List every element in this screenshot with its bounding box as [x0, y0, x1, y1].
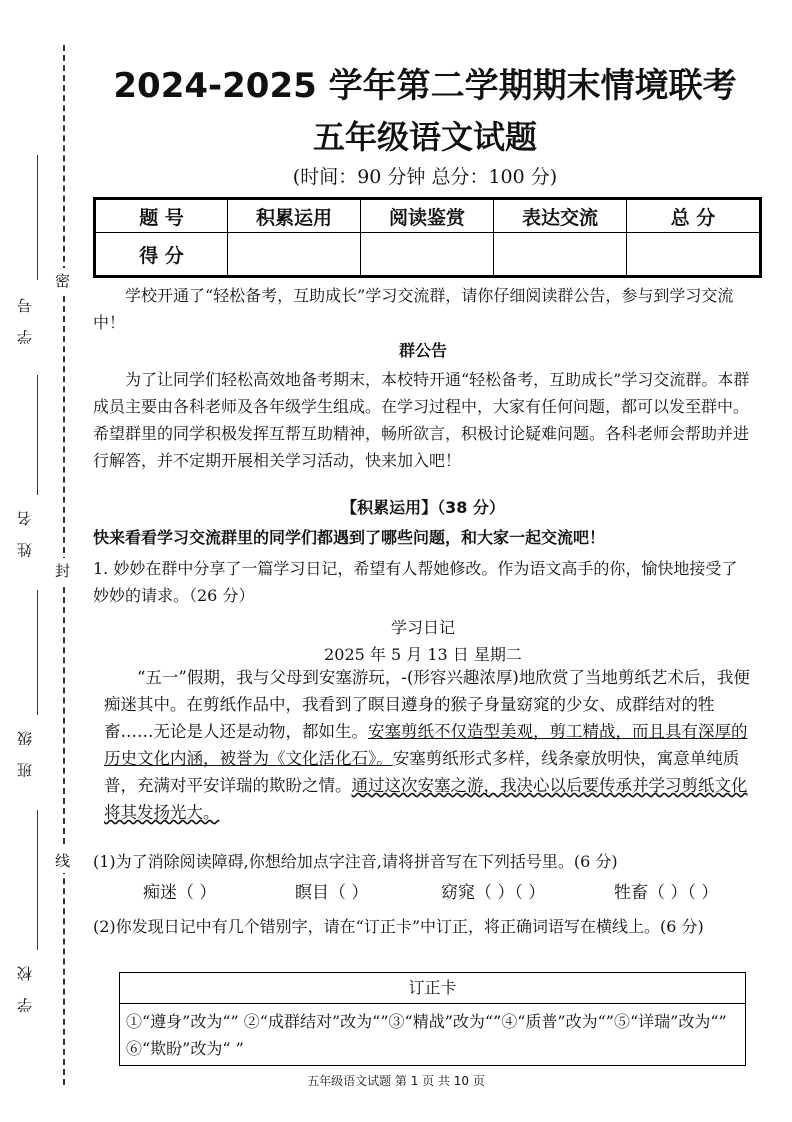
score-table-score-row: [95, 233, 761, 277]
student-id-label: 学 号: [16, 292, 34, 345]
pinyin-item[interactable]: 牲畜（ ）（ ）: [614, 883, 719, 903]
exam-meta: (时间：90 分钟 总分：100 分): [292, 166, 558, 188]
section-lead: 快来看看学习交流群里的同学们都遇到了哪些问题，和大家一起交流吧！: [93, 528, 606, 547]
notice-title: 群公告: [398, 341, 447, 360]
notice-body: 为了让同学们轻松高效地备考期末，本校特开通“轻松备考，互助成长”学习交流群。本群成员主要由各科老师及各年级学生组成。在学习过程中，大家有任何问题，都可以发至群中。希望群里的同学积极发挥互帮互助精神，畅所欲言，积极讨论疑难问题。各科老师会帮助并进行解答，并不定期开展相关学习活动，快来加入吧！: [93, 370, 750, 470]
diary-underlined-text: 安塞剪纸不仅造型美观，剪工精战，而且具有深厚的历史文化内涵，被誉为《文化活化石》。: [104, 722, 748, 768]
score-cell[interactable]: [361, 233, 494, 277]
seal-mark-xian: 线: [55, 848, 70, 873]
score-header-cell: 总 分: [626, 199, 760, 233]
diary-wavy-text: 通过这次安塞之游，我决心以后要传承并学习剪纸文化将其发扬光大。: [104, 776, 748, 822]
pinyin-item[interactable]: 瞑目（ ）: [295, 883, 369, 903]
exam-title: 2024-2025 学年第二学期期末情境联考: [113, 66, 737, 106]
question-1: 1. 妙妙在群中分享了一篇学习日记，希望有人帮她修改。作为语文高手的你，愉快地接受了妙妙的请求。（26 分）: [93, 559, 738, 605]
diary-date: 2025 年 5 月 13 日 星期二: [324, 645, 522, 664]
diary-text: “五一”假期，我与父母到安塞游玩，-(形容兴趣浓厚)地欣赏了当地剪纸艺术后，我便痴迷其中。在剪纸作品中，我看到了瞑目遵身的猴子身量窈窕的少女、成群结对的牲畜……无论是人还是动物，都如生。: [104, 668, 750, 741]
name-line: [37, 375, 38, 495]
section-title: 【积累运用】（38 分）: [341, 498, 505, 517]
exam-grade-title: 五年级语文试题: [312, 118, 537, 156]
school-line: [37, 810, 38, 950]
class-line: [37, 590, 38, 715]
seal-mark-feng: 封: [55, 558, 70, 583]
score-table: [93, 197, 762, 278]
sub-question-2: (2)你发现日记中有几个错别字，请在“订正卡”中订正，将正确词语写在横线上。(6 分): [93, 917, 704, 936]
score-cell[interactable]: [493, 233, 626, 277]
student-id-line: [37, 155, 38, 280]
pinyin-item[interactable]: 痴迷（ ）: [143, 883, 217, 903]
correction-card-body[interactable]: ①“遵身”改为“” ②“成群结对”改为“”③“精战”改为“”④“质普”改为“”⑤“详瑞”改为“” ⑥“欺盼”改为“ ”: [126, 1012, 727, 1058]
name-label: 姓 名: [16, 505, 34, 558]
diary-title: 学习日记: [390, 618, 455, 637]
score-cell[interactable]: [626, 233, 760, 277]
score-header-cell: 积累运用: [228, 199, 361, 233]
score-row-label: 得 分: [95, 233, 228, 277]
score-header-cell: 表达交流: [493, 199, 626, 233]
score-header-cell: 题 号: [95, 199, 228, 233]
seal-mark-mi: 密: [55, 268, 70, 293]
correction-card-title: 订正卡: [120, 973, 745, 1004]
school-label: 学 校: [16, 960, 34, 1013]
score-header-cell: 阅读鉴赏: [361, 199, 494, 233]
score-table-header-row: [95, 199, 761, 233]
pinyin-item[interactable]: 窈窕（ ）（ ）: [441, 883, 546, 903]
diary-text-tail: 安塞剪纸形式多样，线条豪放明快，寓意单纯质普，充满对平安详瑞的欺盼之情。: [104, 749, 740, 795]
page-footer: 五年级语文试题 第 1 页 共 10 页: [307, 1074, 485, 1088]
correction-card: [119, 972, 746, 1066]
diary-body: [104, 664, 750, 826]
score-cell[interactable]: [228, 233, 361, 277]
class-label: 班 级: [16, 725, 34, 778]
sub-question-1: (1)为了消除阅读障碍,你想给加点字注音,请将拼音写在下列括号里。(6 分): [93, 852, 618, 871]
intro-paragraph: 学校开通了“轻松备考，互助成长”学习交流群，请你仔细阅读群公告，参与到学习交流中！: [93, 286, 734, 332]
